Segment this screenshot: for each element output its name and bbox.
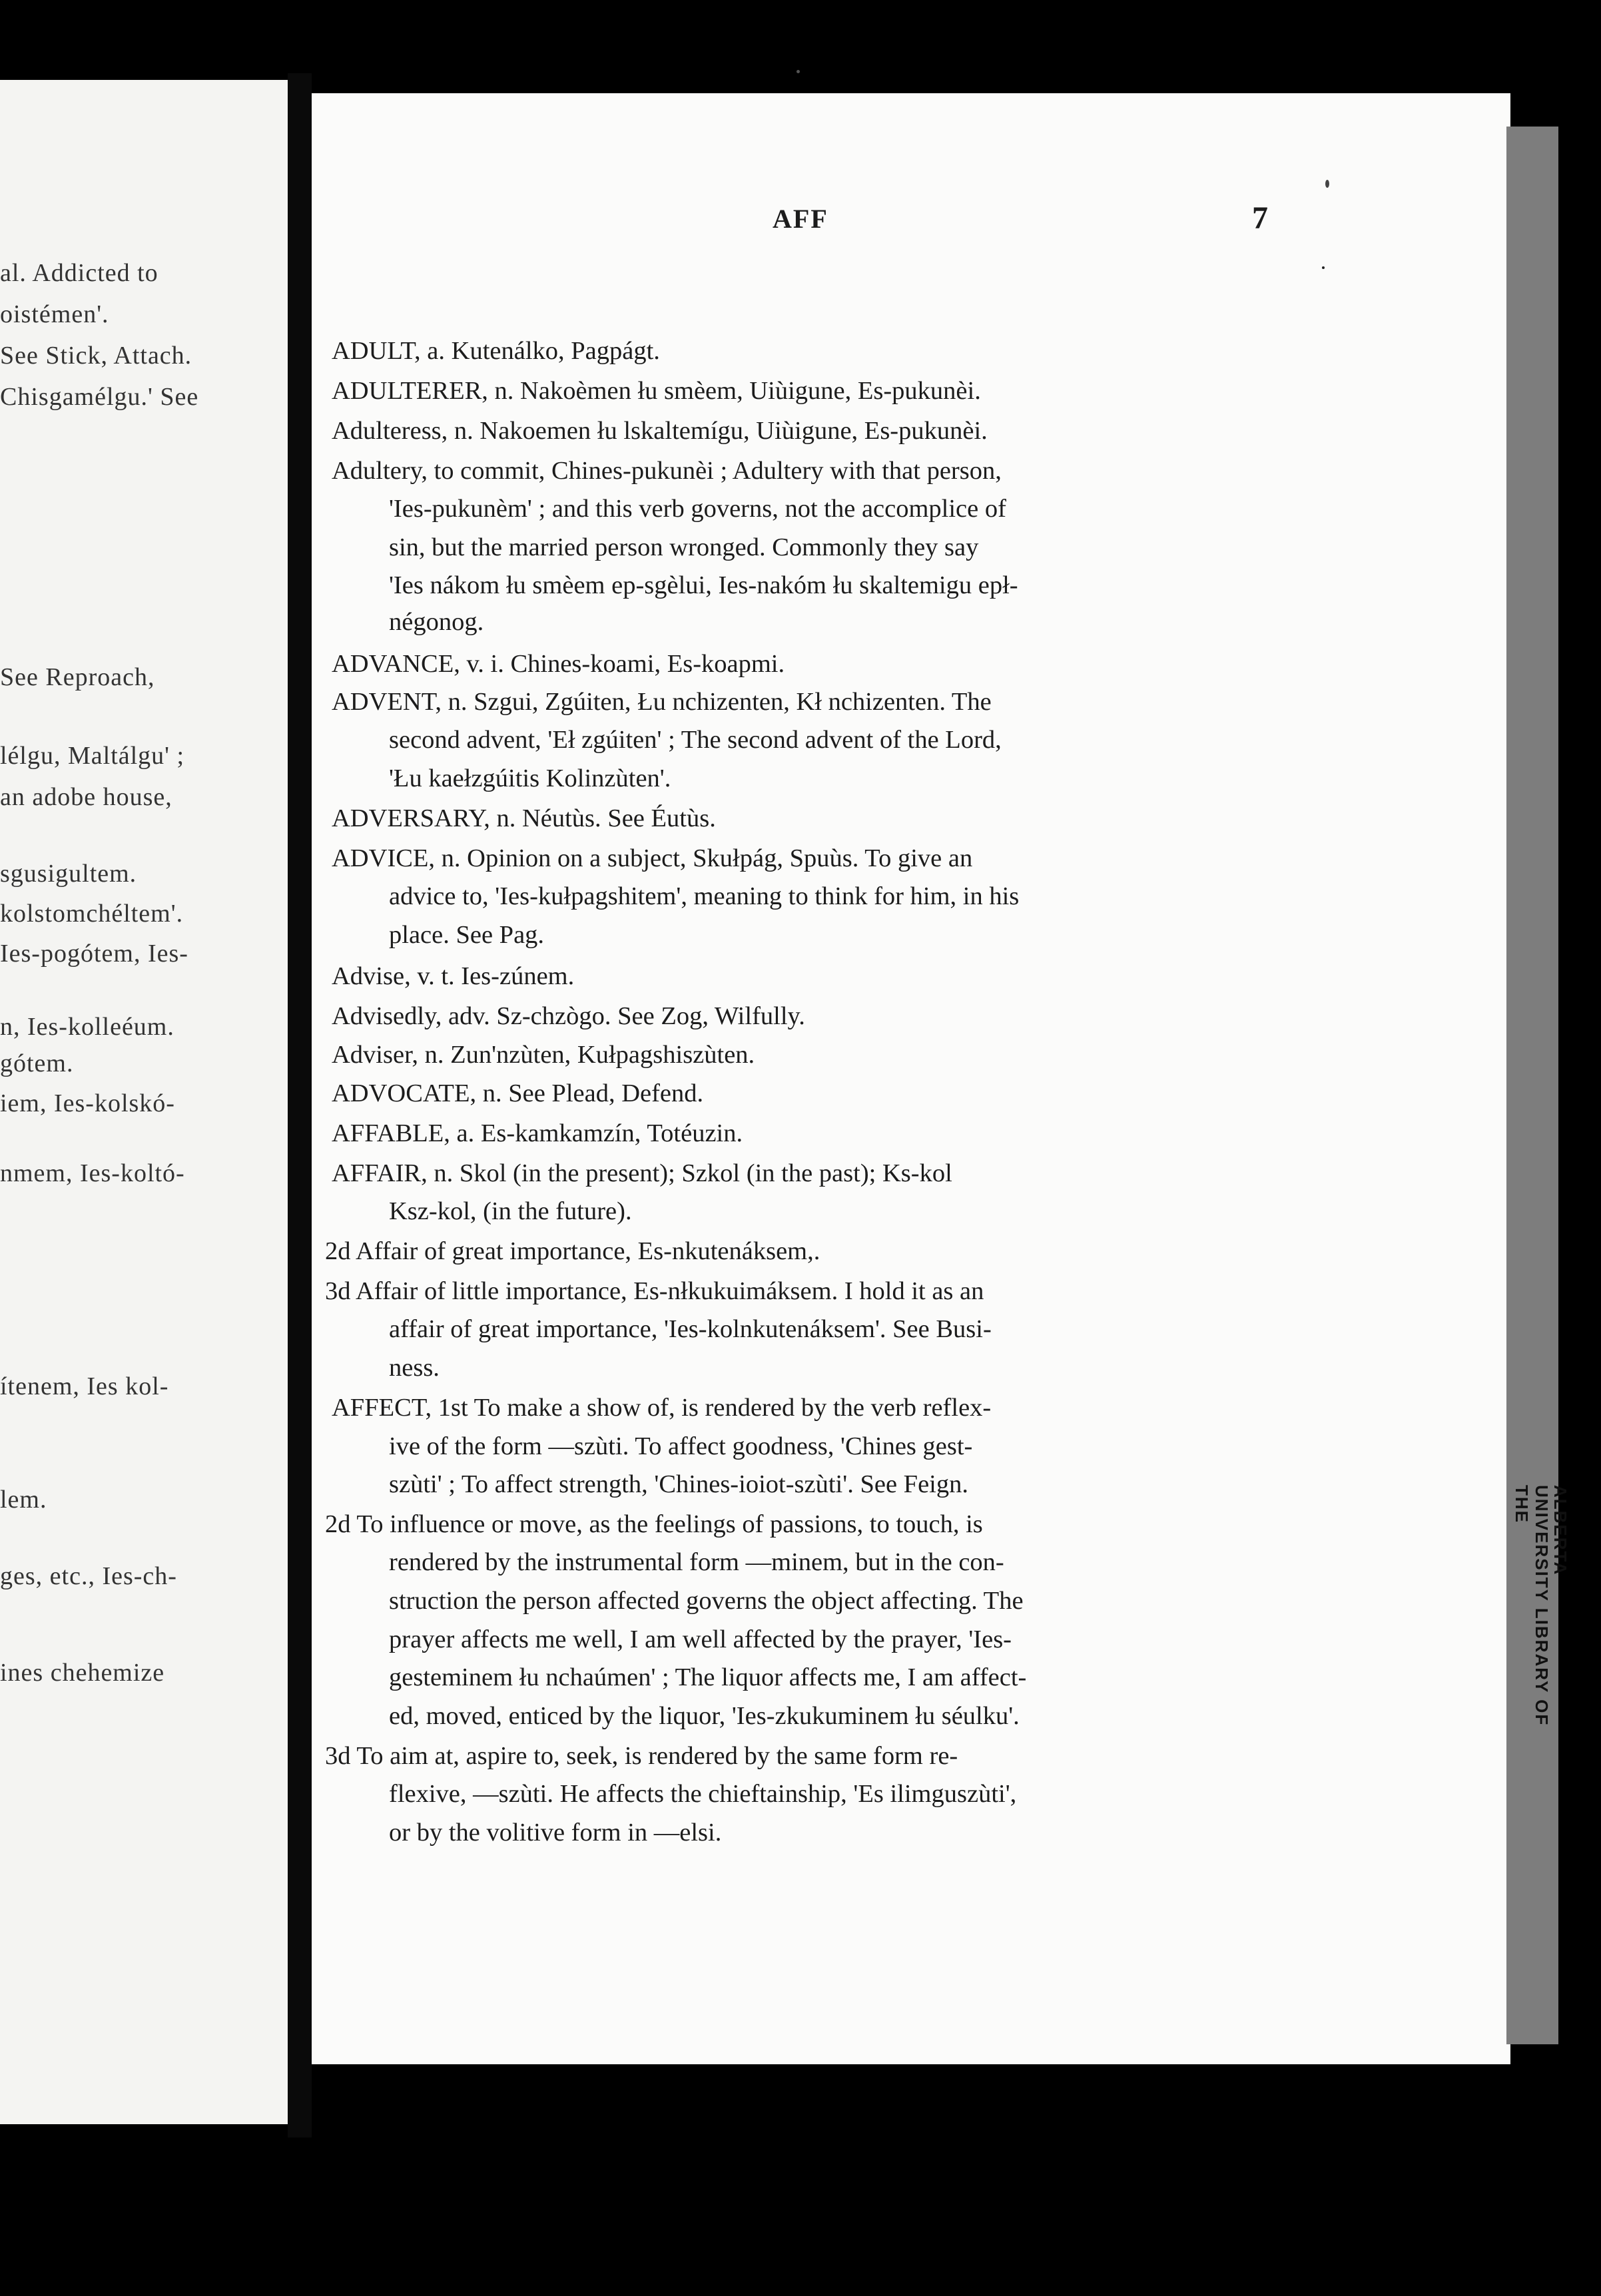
entry-line: or by the volitive form in —elsi.: [389, 1819, 722, 1847]
entry-line: négonog.: [389, 608, 484, 636]
entry-line: ADULTERER, n. Nakoèmen łu smèem, Uiùigune, Es-pukunèi.: [332, 377, 981, 405]
left-page-line: an adobe house,: [0, 783, 172, 811]
entry-line: ed, moved, enticed by the liquor, 'Ies-zkukuminem łu séulku'.: [389, 1702, 1020, 1730]
entry-line: szùti' ; To affect strength, 'Chines-ioiot-szùti'. See Feign.: [389, 1470, 968, 1498]
entry-line: 3d Affair of little importance, Es-nłkukuimáksem. I hold it as an: [325, 1277, 984, 1305]
entry-line: flexive, —szùti. He affects the chieftainship, 'Es ilimguszùti',: [389, 1780, 1017, 1808]
left-page-line: oistémen'.: [0, 300, 109, 328]
entry-line: ADVERSARY, n. Néutùs. See Éutùs.: [332, 804, 716, 832]
page-number: 7: [1252, 200, 1268, 236]
left-page-line: al. Addicted to: [0, 259, 159, 287]
left-page-line: ítenem, Ies kol-: [0, 1372, 169, 1400]
page-edge: [1506, 127, 1558, 2044]
entry-line: ness.: [389, 1354, 440, 1382]
entry-line: 'Ies-pukunèm' ; and this verb governs, not the accomplice of: [389, 495, 1006, 523]
entry-line: rendered by the instrumental form —minem, but in the con-: [389, 1548, 1004, 1576]
left-page-line: See Stick, Attach.: [0, 342, 192, 370]
entry-line: Adulteress, n. Nakoemen łu lskaltemígu, Uiùigune, Es-pukunèi.: [332, 417, 988, 445]
entry-line: ADVOCATE, n. See Plead, Defend.: [332, 1079, 704, 1107]
left-page-line: ines chehemize: [0, 1659, 165, 1687]
entry-line: ADULT, a. Kutenálko, Pagpágt.: [332, 337, 660, 365]
library-stamp-line: UNIVERSITY LIBRARY OF: [1532, 1485, 1552, 1727]
entry-line: 3d To aim at, aspire to, seek, is rendered by the same form re-: [325, 1742, 958, 1770]
entry-line: Ksz-kol, (in the future).: [389, 1197, 632, 1225]
running-head: AFF: [773, 204, 828, 234]
entry-line: 2d Affair of great importance, Es-nkutenáksem,.: [325, 1237, 820, 1265]
scan-speck: [1322, 266, 1325, 269]
entry-line: affair of great importance, 'Ies-kolnkutenáksem'. See Busi-: [389, 1315, 992, 1343]
left-page-line: sgusigultem.: [0, 860, 137, 888]
left-page-line: kolstomchéltem'.: [0, 900, 184, 928]
left-page-line: Ies-pogótem, Ies-: [0, 940, 188, 968]
entry-line: Advise, v. t. Ies-zúnem.: [332, 962, 575, 990]
entry-line: struction the person affected governs the object affecting. The: [389, 1587, 1024, 1615]
entry-line: second advent, 'Eł zgúiten' ; The second advent of the Lord,: [389, 726, 1002, 754]
previous-page-fragment: [0, 80, 288, 2124]
entry-line: AFFABLE, a. Es-kamkamzín, Totéuzin.: [332, 1119, 743, 1147]
entry-line: advice to, 'Ies-kułpagshitem', meaning to think for him, in his: [389, 882, 1020, 910]
entry-line: 'Ies nákom łu smèem ep-sgèlui, Ies-nakóm łu skaltemigu epł-: [389, 571, 1018, 599]
entry-line: AFFAIR, n. Skol (in the present); Szkol (in the past); Ks-kol: [332, 1159, 952, 1187]
entry-line: Adultery, to commit, Chines-pukunèi ; Adultery with that person,: [332, 457, 1002, 485]
left-page-line: See Reproach,: [0, 663, 155, 691]
entry-line: ADVENT, n. Szgui, Zgúiten, Łu nchizenten, Kł nchizenten. The: [332, 688, 992, 716]
entry-line: ive of the form —szùti. To affect goodness, 'Chines gest-: [389, 1432, 973, 1460]
left-page-line: nmem, Ies-koltó-: [0, 1159, 185, 1187]
entry-line: place. See Pag.: [389, 921, 545, 949]
entry-line: Adviser, n. Zun'nzùten, Kułpagshiszùten.: [332, 1041, 755, 1069]
entry-line: sin, but the married person wronged. Commonly they say: [389, 533, 979, 561]
entry-line: AFFECT, 1st To make a show of, is rendered by the verb reflex-: [332, 1394, 992, 1422]
left-page-line: ges, etc., Ies-ch-: [0, 1562, 177, 1590]
entry-line: 2d To influence or move, as the feelings of passions, to touch, is: [325, 1510, 983, 1538]
scan-speck: [1325, 180, 1329, 188]
entry-line: gesteminem łu nchaúmen' ; The liquor affects me, I am affect-: [389, 1663, 1027, 1691]
left-page-line: lélgu, Maltálgu' ;: [0, 742, 185, 770]
entry-line: ADVANCE, v. i. Chines-koami, Es-koapmi.: [332, 650, 785, 678]
left-page-line: Chisgamélgu.' See: [0, 383, 199, 411]
entry-line: Advisedly, adv. Sz-chzògo. See Zog, Wilfully.: [332, 1002, 805, 1030]
library-stamp-line: THE: [1512, 1485, 1532, 1524]
entry-line: 'Łu kaełzgúitis Kolinzùten'.: [389, 764, 671, 792]
left-page-line: lem.: [0, 1486, 47, 1514]
left-page-line: gótem.: [0, 1049, 74, 1077]
entry-line: prayer affects me well, I am well affected by the prayer, 'Ies-: [389, 1625, 1012, 1653]
book-gutter: [288, 73, 312, 2138]
left-page-line: n, Ies-kolleéum.: [0, 1013, 174, 1041]
scan-speck: [797, 70, 800, 73]
left-page-line: iem, Ies-kolskó-: [0, 1089, 175, 1117]
entry-line: ADVICE, n. Opinion on a subject, Skułpág, Spuùs. To give an: [332, 844, 973, 872]
library-stamp-line: ALBERTA: [1550, 1485, 1570, 1576]
